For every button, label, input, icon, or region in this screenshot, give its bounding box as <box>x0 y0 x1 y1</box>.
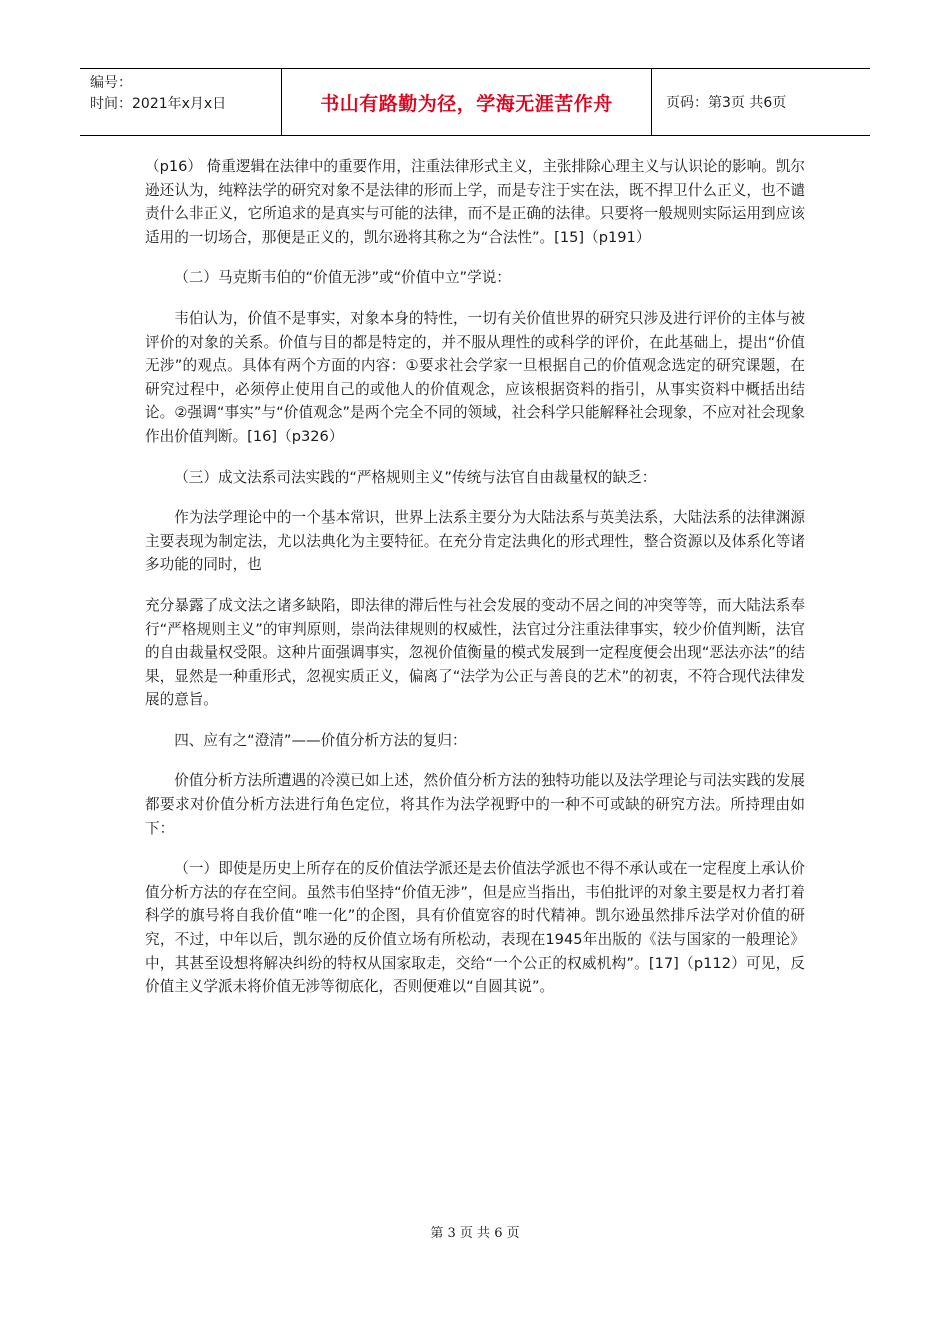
section-heading-4: 四、应有之“澄清”——价值分析方法的复归： <box>174 731 467 749</box>
paragraph-civil-law: 作为法学理论中的一个基本常识，世界上法系主要分为大陆法系与英美法系，大陆法系的法律渊源主要表现为制定法，尤以法典化为主要特征。在充分肯定法典化的形式理性，整合资源以及体系化等诸多功能的同时，也 <box>145 509 805 574</box>
paragraph-weber: 韦伯认为，价值不是事实，对象本身的特性，一切有关价值世界的研究只涉及进行评价的主体与被评价的对象的关系。价值与目的都是特定的，并不服从理性的或科学的评价，在此基础上，提出“价值无涉”的观点。具体有两个方面的内容：①要求社会学家一旦根据自己的价值观念选定的研究课题，在研究过程中，必须停止使用自己的或他人的价值观念，应该根据资料的指引，从事实资料中概括出结论。②强调“事实”与“价值观念”是两个完全不同的领域，社会科学只能解释社会现象，不应对社会现象作出价值判断。[16]（p326） <box>145 309 805 445</box>
header-motto: 书山有路勤为径，学海无涯苦作舟 <box>282 69 652 135</box>
document-date-label: 时间：2021年x月x日 <box>90 96 227 112</box>
document-number-label: 编号： <box>90 75 132 91</box>
page-footer: 第 3 页 共 6 页 <box>430 1226 520 1241</box>
paragraph-value-analysis: 价值分析方法所遭遇的冷漠已如上述，然价值分析方法的独特功能以及法学理论与司法实践的发展都要求对价值分析方法进行角色定位，将其作为法学视野中的一种不可或缺的研究方法。所持理由如下： <box>145 772 805 837</box>
paragraph-civil-law-cont: 充分暴露了成文法之诸多缺陷，即法律的滞后性与社会发展的变动不居之间的冲突等等，而大陆法系奉行“严格规则主义”的审判原则，崇尚法律规则的权威性，法官过分注重法律事实，较少价值判断，法官的自由裁量权受限。这种片面强调事实，忽视价值衡量的模式发展到一定程度便会出现“恶法亦法”的结果，显然是一种重形式，忽视实质正义，偏离了“法学为公正与善良的艺术”的初衷，不符合现代法律发展的意旨。 <box>145 596 805 709</box>
section-heading-3: （三）成文法系司法实践的“严格规则主义”传统与法官自由裁量权的缺乏： <box>174 468 657 486</box>
section-heading-2: （二）马克斯韦伯的“价值无涉”或“价值中立”学说： <box>174 269 511 287</box>
paragraph-1: （p16） 倚重逻辑在法律中的重要作用，注重法律形式主义，主张排除心理主义与认识论的影响。凯尔逊还认为，纯粹法学的研究对象不是法律的形而上学，而是专注于实在法，既不捍卫什么正义，也不谴责什么非正义，它所追求的是真实与可能的法律，而不是正确的法律。只要将一般规则实际运用到应该适用的一切场合，那便是正义的，凯尔逊将其称之为“合法性”。[15]（p191） <box>145 158 806 246</box>
document-body <box>145 155 805 999</box>
page-header <box>80 68 870 136</box>
paragraph-reason-1: （一）即使是历史上所存在的反价值法学派还是去价值法学派也不得不承认或在一定程度上承认价值分析方法的存在空间。虽然韦伯坚持“价值无涉”，但是应当指出，韦伯批评的对象主要是权力者打着科学的旗号将自我价值“唯一化”的企图，具有价值宽容的时代精神。凯尔逊虽然排斥法学对价值的研究，不过，中年以后，凯尔逊的反价值立场有所松动，表现在1945年出版的《法与国家的一般理论》中，其甚至设想将解决纠纷的特权从国家取走，交给“一个公正的权威机构”。[17]（p112）可见，反价值主义学派未将价值无涉等彻底化，否则便难以“自圆其说”。 <box>145 860 805 996</box>
header-info-cell <box>80 69 282 135</box>
header-page-number: 页码：第3页 共6页 <box>666 95 787 111</box>
